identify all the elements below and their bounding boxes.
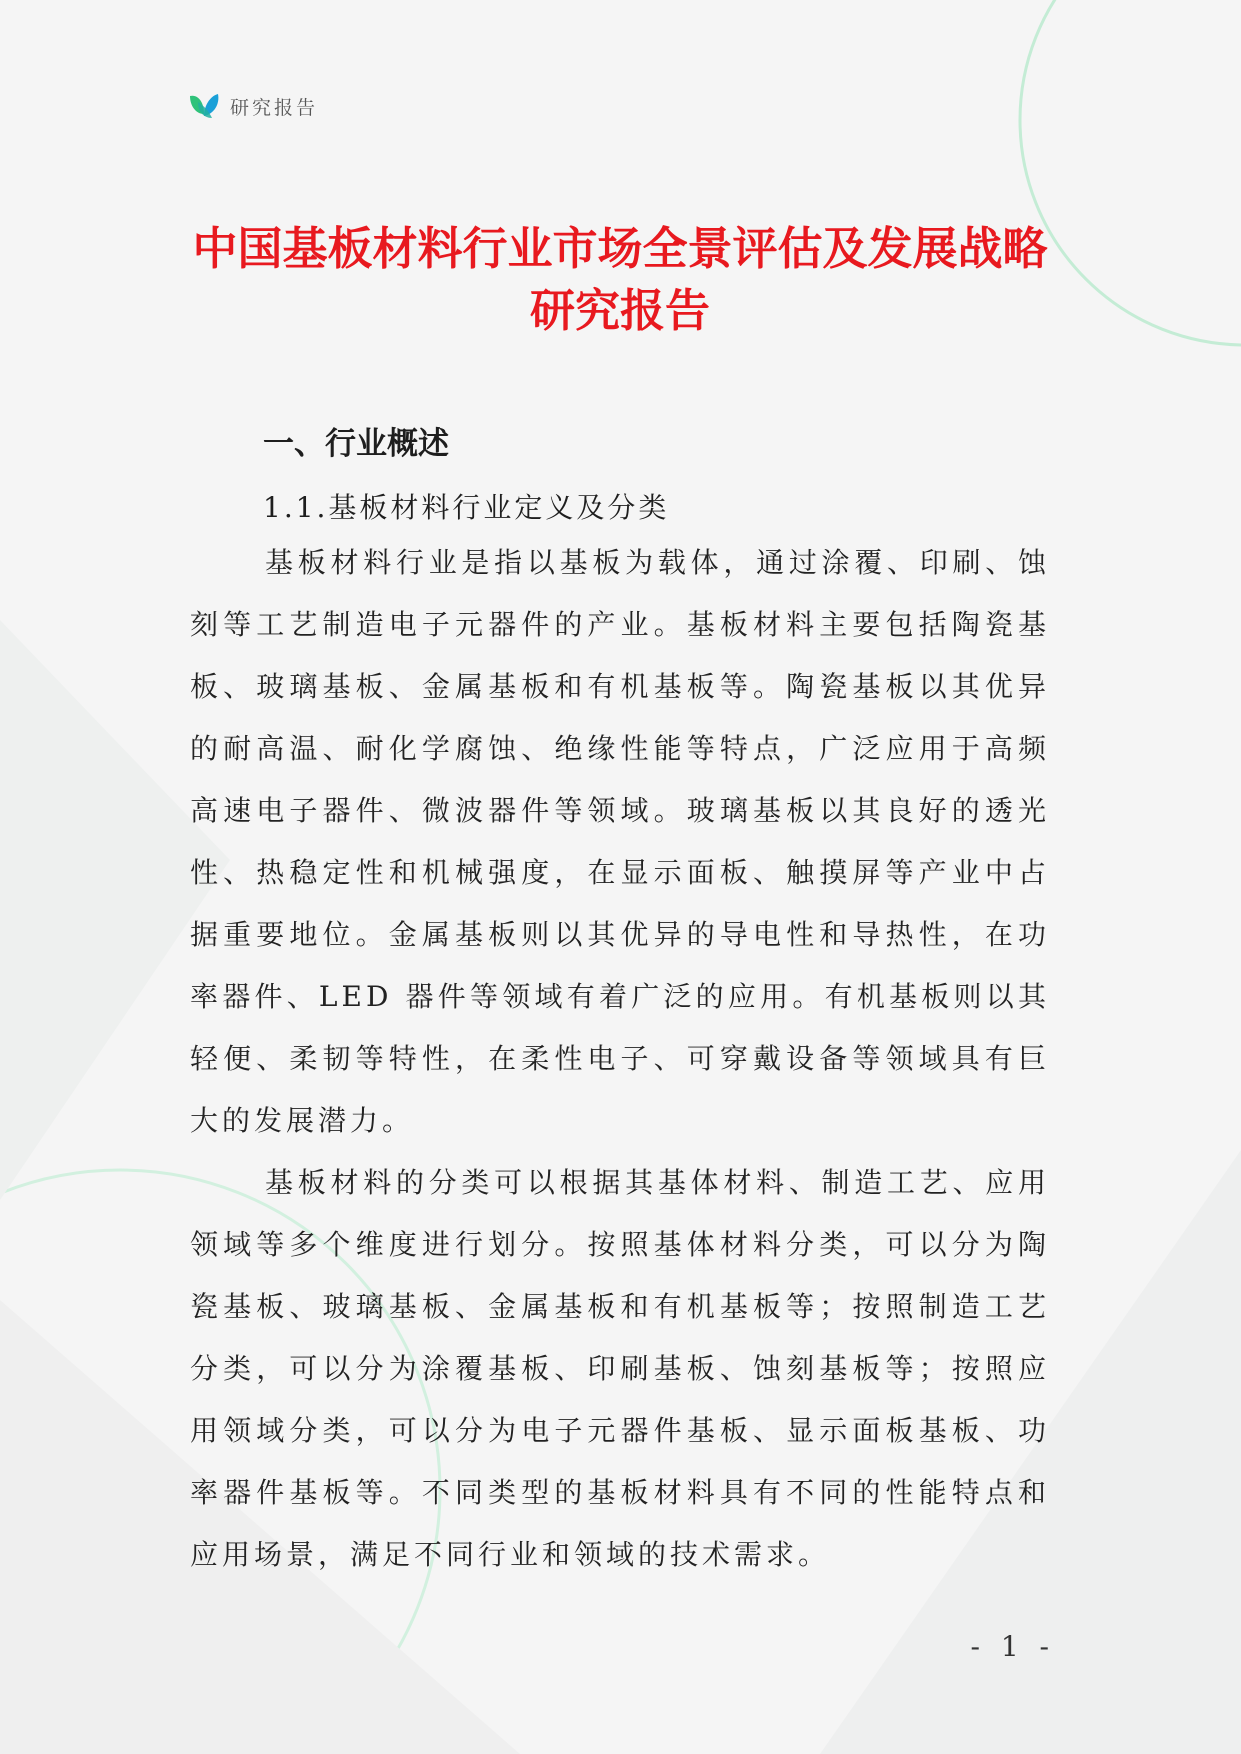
document-title: 中国基板材料行业市场全景评估及发展战略研究报告 [192, 222, 1048, 337]
brand-header [186, 88, 318, 124]
brand-leaf-logo-icon [186, 88, 222, 124]
document-body [190, 532, 1050, 1586]
page-number: - 1 - [970, 1630, 1055, 1663]
subsection-heading: 1.1.基板材料行业定义及分类 [263, 491, 670, 524]
body-paragraph-2: 基板材料的分类可以根据其基体材料、制造工艺、应用领域等多个维度进行划分。按照基体材料分类，可以分为陶瓷基板、玻璃基板、金属基板和有机基板等；按照制造工艺分类，可以分为涂覆基板、印刷基板、蚀刻基板等；按照应用领域分类，可以分为电子元器件基板、显示面板基板、功率器件基板等。不同类型的基板材料具有不同的性能特点和应用场景，满足不同行业和领域的技术需求。 [190, 1166, 1050, 1571]
brand-text: 研究报告 [230, 96, 319, 119]
section-heading: 一、行业概述 [263, 426, 449, 462]
body-paragraph-1: 基板材料行业是指以基板为载体，通过涂覆、印刷、蚀刻等工艺制造电子元器件的产业。基板材料主要包括陶瓷基板、玻璃基板、金属基板和有机基板等。陶瓷基板以其优异的耐高温、耐化学腐蚀、绝缘性能等特点，广泛应用于高频高速电子器件、微波器件等领域。玻璃基板以其良好的透光性、热稳定性和机械强度，在显示面板、触摸屏等产业中占据重要地位。金属基板则以其优异的导电性和导热性，在功率器件、LED 器件等领域有着广泛的应用。有机基板则以其轻便、柔韧等特性，在柔性电子、可穿戴设备等领域具有巨大的发展潜力。 [190, 546, 1050, 1137]
